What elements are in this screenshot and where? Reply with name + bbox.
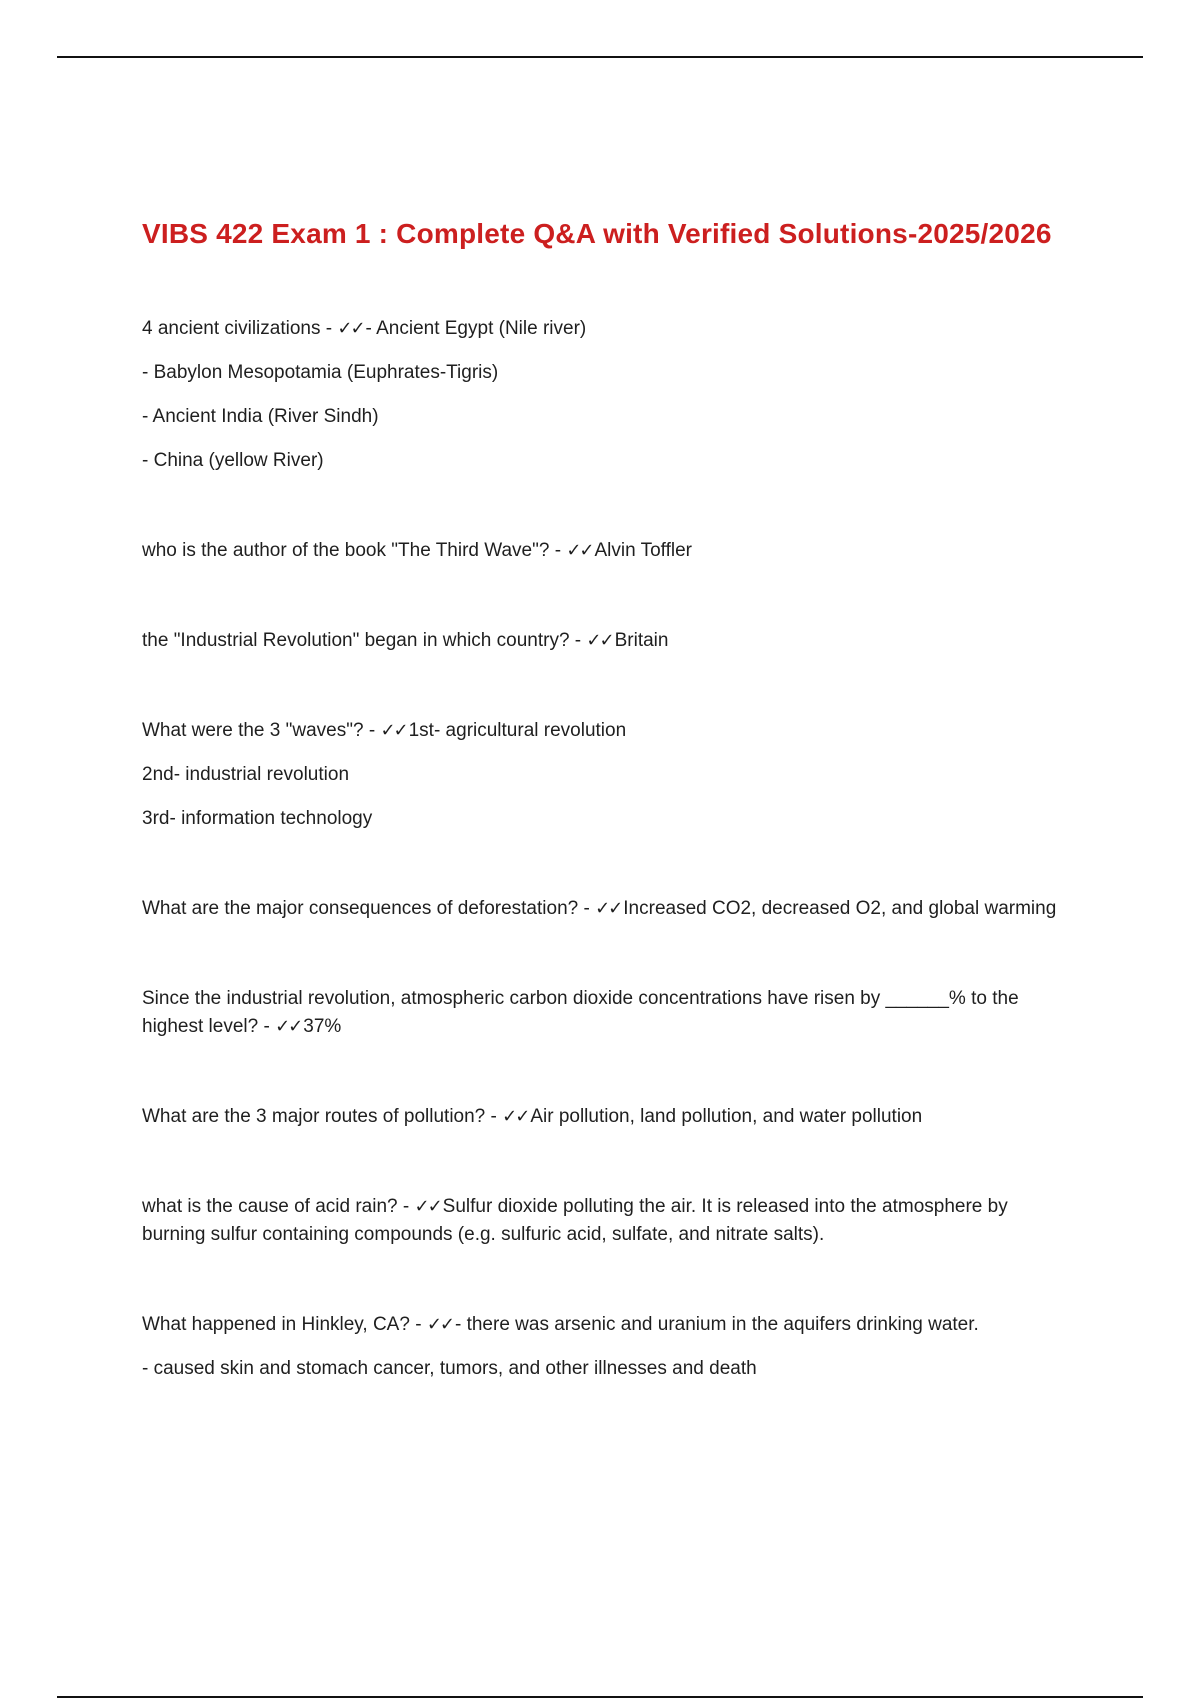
answer-line: - Ancient India (River Sindh) <box>142 406 379 427</box>
document-title: VIBS 422 Exam 1 : Complete Q&A with Verified Solutions-2025/2026 <box>142 218 1052 249</box>
checkmark-icon: ✓✓ <box>595 898 622 919</box>
checkmark-icon: ✓✓ <box>380 720 407 741</box>
checkmark-icon: ✓✓ <box>502 1106 529 1127</box>
qa-first-line: Since the industrial revolution, atmospheric carbon dioxide concentrations have risen by ______% to the highest level? - ✓✓ 37% <box>142 988 1019 1037</box>
answer-text: 1st- agricultural revolution <box>408 720 627 741</box>
answer-text: Britain <box>614 630 669 651</box>
qa-item <box>142 1311 1062 1383</box>
qa-first-line: What happened in Hinkley, CA? - ✓✓ - there was arsenic and uranium in the aquifers drinking water. <box>142 1314 979 1335</box>
top-rule <box>57 56 1143 58</box>
checkmark-icon: ✓✓ <box>586 630 613 651</box>
answer-text: Sulfur dioxide polluting the air. It is released into the atmosphere by burning sulfur containing compounds (e.g. sulfuric acid, sulfate, and nitrate salts). <box>142 1196 1008 1245</box>
qa-item <box>142 1193 1062 1249</box>
answer-text: 37% <box>303 1016 342 1037</box>
answer-text: - Ancient Egypt (Nile river) <box>365 318 587 339</box>
answer-text: Air pollution, land pollution, and water pollution <box>530 1106 923 1127</box>
answer-line: - Babylon Mesopotamia (Euphrates-Tigris) <box>142 362 499 383</box>
qa-first-line: What are the 3 major routes of pollution? - ✓✓ Air pollution, land pollution, and water pollution <box>142 1106 923 1127</box>
answer-line: 2nd- industrial revolution <box>142 764 350 785</box>
answer-line: - caused skin and stomach cancer, tumors, and other illnesses and death <box>142 1358 757 1379</box>
question-text: who is the author of the book "The Third Wave"? <box>142 540 550 561</box>
answer-line: - China (yellow River) <box>142 450 324 471</box>
qa-item <box>142 717 1062 833</box>
qa-item <box>142 537 1062 565</box>
bottom-rule <box>57 1696 1143 1698</box>
checkmark-icon: ✓✓ <box>275 1016 302 1037</box>
question-text: What happened in Hinkley, CA? <box>142 1314 410 1335</box>
qa-first-line: what is the cause of acid rain? - ✓✓ Sulfur dioxide polluting the air. It is released into the atmosphere by burning sulfur containing compounds (e.g. sulfuric acid, sulfate, and nitrate salts). <box>142 1196 1008 1245</box>
qa-first-line: What are the major consequences of deforestation? - ✓✓ Increased CO2, decreased O2, and global warming <box>142 898 1057 919</box>
checkmark-icon: ✓✓ <box>337 318 364 339</box>
question-text: What are the 3 major routes of pollution? <box>142 1106 486 1127</box>
question-text: the "Industrial Revolution" began in which country? <box>142 630 570 651</box>
answer-text: Alvin Toffler <box>594 540 693 561</box>
checkmark-icon: ✓✓ <box>566 540 593 561</box>
qa-item <box>142 627 1062 655</box>
qa-item <box>142 985 1062 1041</box>
checkmark-icon: ✓✓ <box>414 1196 441 1217</box>
qa-first-line: What were the 3 "waves"? - ✓✓ 1st- agricultural revolution <box>142 720 627 741</box>
qa-item <box>142 1103 1062 1131</box>
question-text: what is the cause of acid rain? <box>142 1196 398 1217</box>
answer-line: 3rd- information technology <box>142 808 373 829</box>
question-text: What were the 3 "waves"? <box>142 720 364 741</box>
qa-first-line: 4 ancient civilizations - ✓✓ - Ancient Egypt (Nile river) <box>142 318 587 339</box>
qa-item <box>142 895 1062 923</box>
question-text: What are the major consequences of deforestation? <box>142 898 579 919</box>
qa-first-line: who is the author of the book "The Third Wave"? - ✓✓ Alvin Toffler <box>142 540 693 561</box>
qa-first-line: the "Industrial Revolution" began in which country? - ✓✓ Britain <box>142 630 669 651</box>
qa-item <box>142 315 1062 475</box>
answer-text: - there was arsenic and uranium in the aquifers drinking water. <box>454 1314 979 1335</box>
checkmark-icon: ✓✓ <box>426 1314 453 1335</box>
question-text: 4 ancient civilizations <box>142 318 321 339</box>
question-text: Since the industrial revolution, atmospheric carbon dioxide concentrations have risen by ______% to the highest level? <box>142 988 1019 1037</box>
answer-text: Increased CO2, decreased O2, and global warming <box>623 898 1057 919</box>
document-page <box>142 215 1062 1445</box>
qa-list <box>142 315 1062 1383</box>
